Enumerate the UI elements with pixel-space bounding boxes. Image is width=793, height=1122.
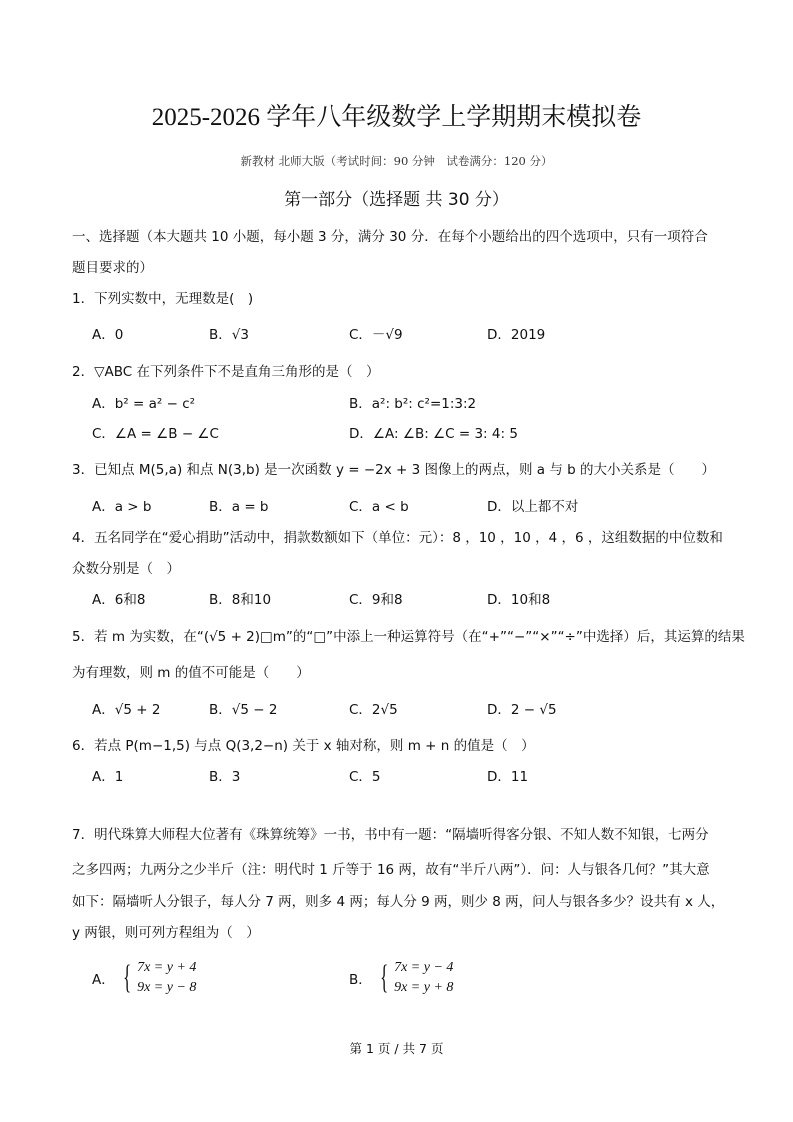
question-1: 1．下列实数中，无理数是( ) <box>72 291 254 307</box>
option-a: A．√5 + 2 <box>92 702 161 718</box>
option-a <box>92 958 196 998</box>
option-d: D．11 <box>487 769 529 785</box>
option-b: B．8和10 <box>209 592 272 608</box>
option-b: B．a²: b²: c²=1:3:2 <box>349 396 477 412</box>
question-5: 5．若 m 为实数，在“(√5 + 2)□m”的“□”中添上一种运算符号（在“+”“−”“×”“÷”中选择）后，其运算的结果 <box>72 629 745 645</box>
question-7-cont: 之多四两；九两分之少半斤（注：明代时 1 斤等于 16 两，故有“半斤八两”）．问：人与银各几何？”其大意 <box>72 862 710 878</box>
option-d: D．2019 <box>487 327 546 343</box>
option-d: D．以上都不对 <box>487 499 579 515</box>
option-c: C．∠A = ∠B − ∠C <box>92 426 219 442</box>
equation: 7x = y − 4 <box>394 960 454 975</box>
brace-icon: { <box>122 959 131 996</box>
option-a: A．1 <box>92 769 124 785</box>
question-2: 2．▽ABC 在下列条件下不是直角三角形的是（ ） <box>72 364 380 380</box>
option-b: B．√3 <box>209 327 249 343</box>
option-b <box>349 958 453 998</box>
option-d: D．10和8 <box>487 592 551 608</box>
exam-subtitle: 新教材 北师大版（考试时间：90 分钟 试卷满分：120 分） <box>240 154 553 168</box>
exam-title: 2025-2026 学年八年级数学上学期期末模拟卷 <box>151 104 642 131</box>
question-4-cont: 众数分别是（ ） <box>72 561 180 577</box>
option-d: D．∠A: ∠B: ∠C = 3: 4: 5 <box>349 426 518 442</box>
option-d: D．2 − √5 <box>487 702 557 718</box>
option-c: C．a < b <box>349 499 409 515</box>
question-7-cont: y 两银，则可列方程组为（ ） <box>72 925 260 941</box>
equation: 7x = y + 4 <box>137 960 197 975</box>
instructions-line: 一、选择题（本大题共 10 小题，每小题 3 分，满分 30 分．在每个小题给出的四个选项中，只有一项符合 <box>72 229 708 245</box>
option-b: B．3 <box>209 769 241 785</box>
option-c: C．5 <box>349 769 381 785</box>
question-7-cont: 如下：隔墙听人分银子，每人分 7 两，则多 4 两；每人分 9 两，则少 8 两，问人与银各多少？设共有 x 人， <box>72 894 725 910</box>
option-a: A．b² = a² − c² <box>92 396 196 412</box>
option-a: A．6和8 <box>92 592 146 608</box>
option-c: C．2√5 <box>349 702 398 718</box>
question-7: 7．明代珠算大师程大位著有《珠算统筹》一书，书中有一题：“隔墙听得客分银、不知人数不知银，七两分 <box>72 827 709 843</box>
section-title: 第一部分（选择题 共 30 分） <box>284 190 509 210</box>
option-label: A． <box>92 972 115 988</box>
page-footer: 第 1 页 / 共 7 页 <box>349 1041 444 1056</box>
equation: 9x = y + 8 <box>394 980 454 995</box>
equation: 9x = y − 8 <box>137 980 197 995</box>
option-a: A．0 <box>92 327 124 343</box>
question-3: 3．已知点 M(5,a) 和点 N(3,b) 是一次函数 y = −2x + 3 图像上的两点，则 a 与 b 的大小关系是（ ） <box>72 462 716 478</box>
instructions-line: 题目要求的） <box>72 260 153 276</box>
question-5-cont: 为有理数，则 m 的值不可能是（ ） <box>72 665 310 681</box>
option-b: B．√5 − 2 <box>209 702 278 718</box>
brace-icon: { <box>379 959 389 996</box>
question-4: 4．五名同学在“爱心捐助”活动中，捐款数额如下（单位：元）：8 ，10 ，10 ，4 ，6 ，这组数据的中位数和 <box>72 530 723 546</box>
option-b: B．a = b <box>209 499 269 515</box>
option-a: A．a > b <box>92 499 152 515</box>
option-c: C．9和8 <box>349 592 403 608</box>
option-label: B． <box>349 972 372 988</box>
question-6: 6．若点 P(m−1,5) 与点 Q(3,2−n) 关于 x 轴对称，则 m + n 的值是（ ） <box>72 738 535 754</box>
option-c: C．－√9 <box>349 327 403 343</box>
